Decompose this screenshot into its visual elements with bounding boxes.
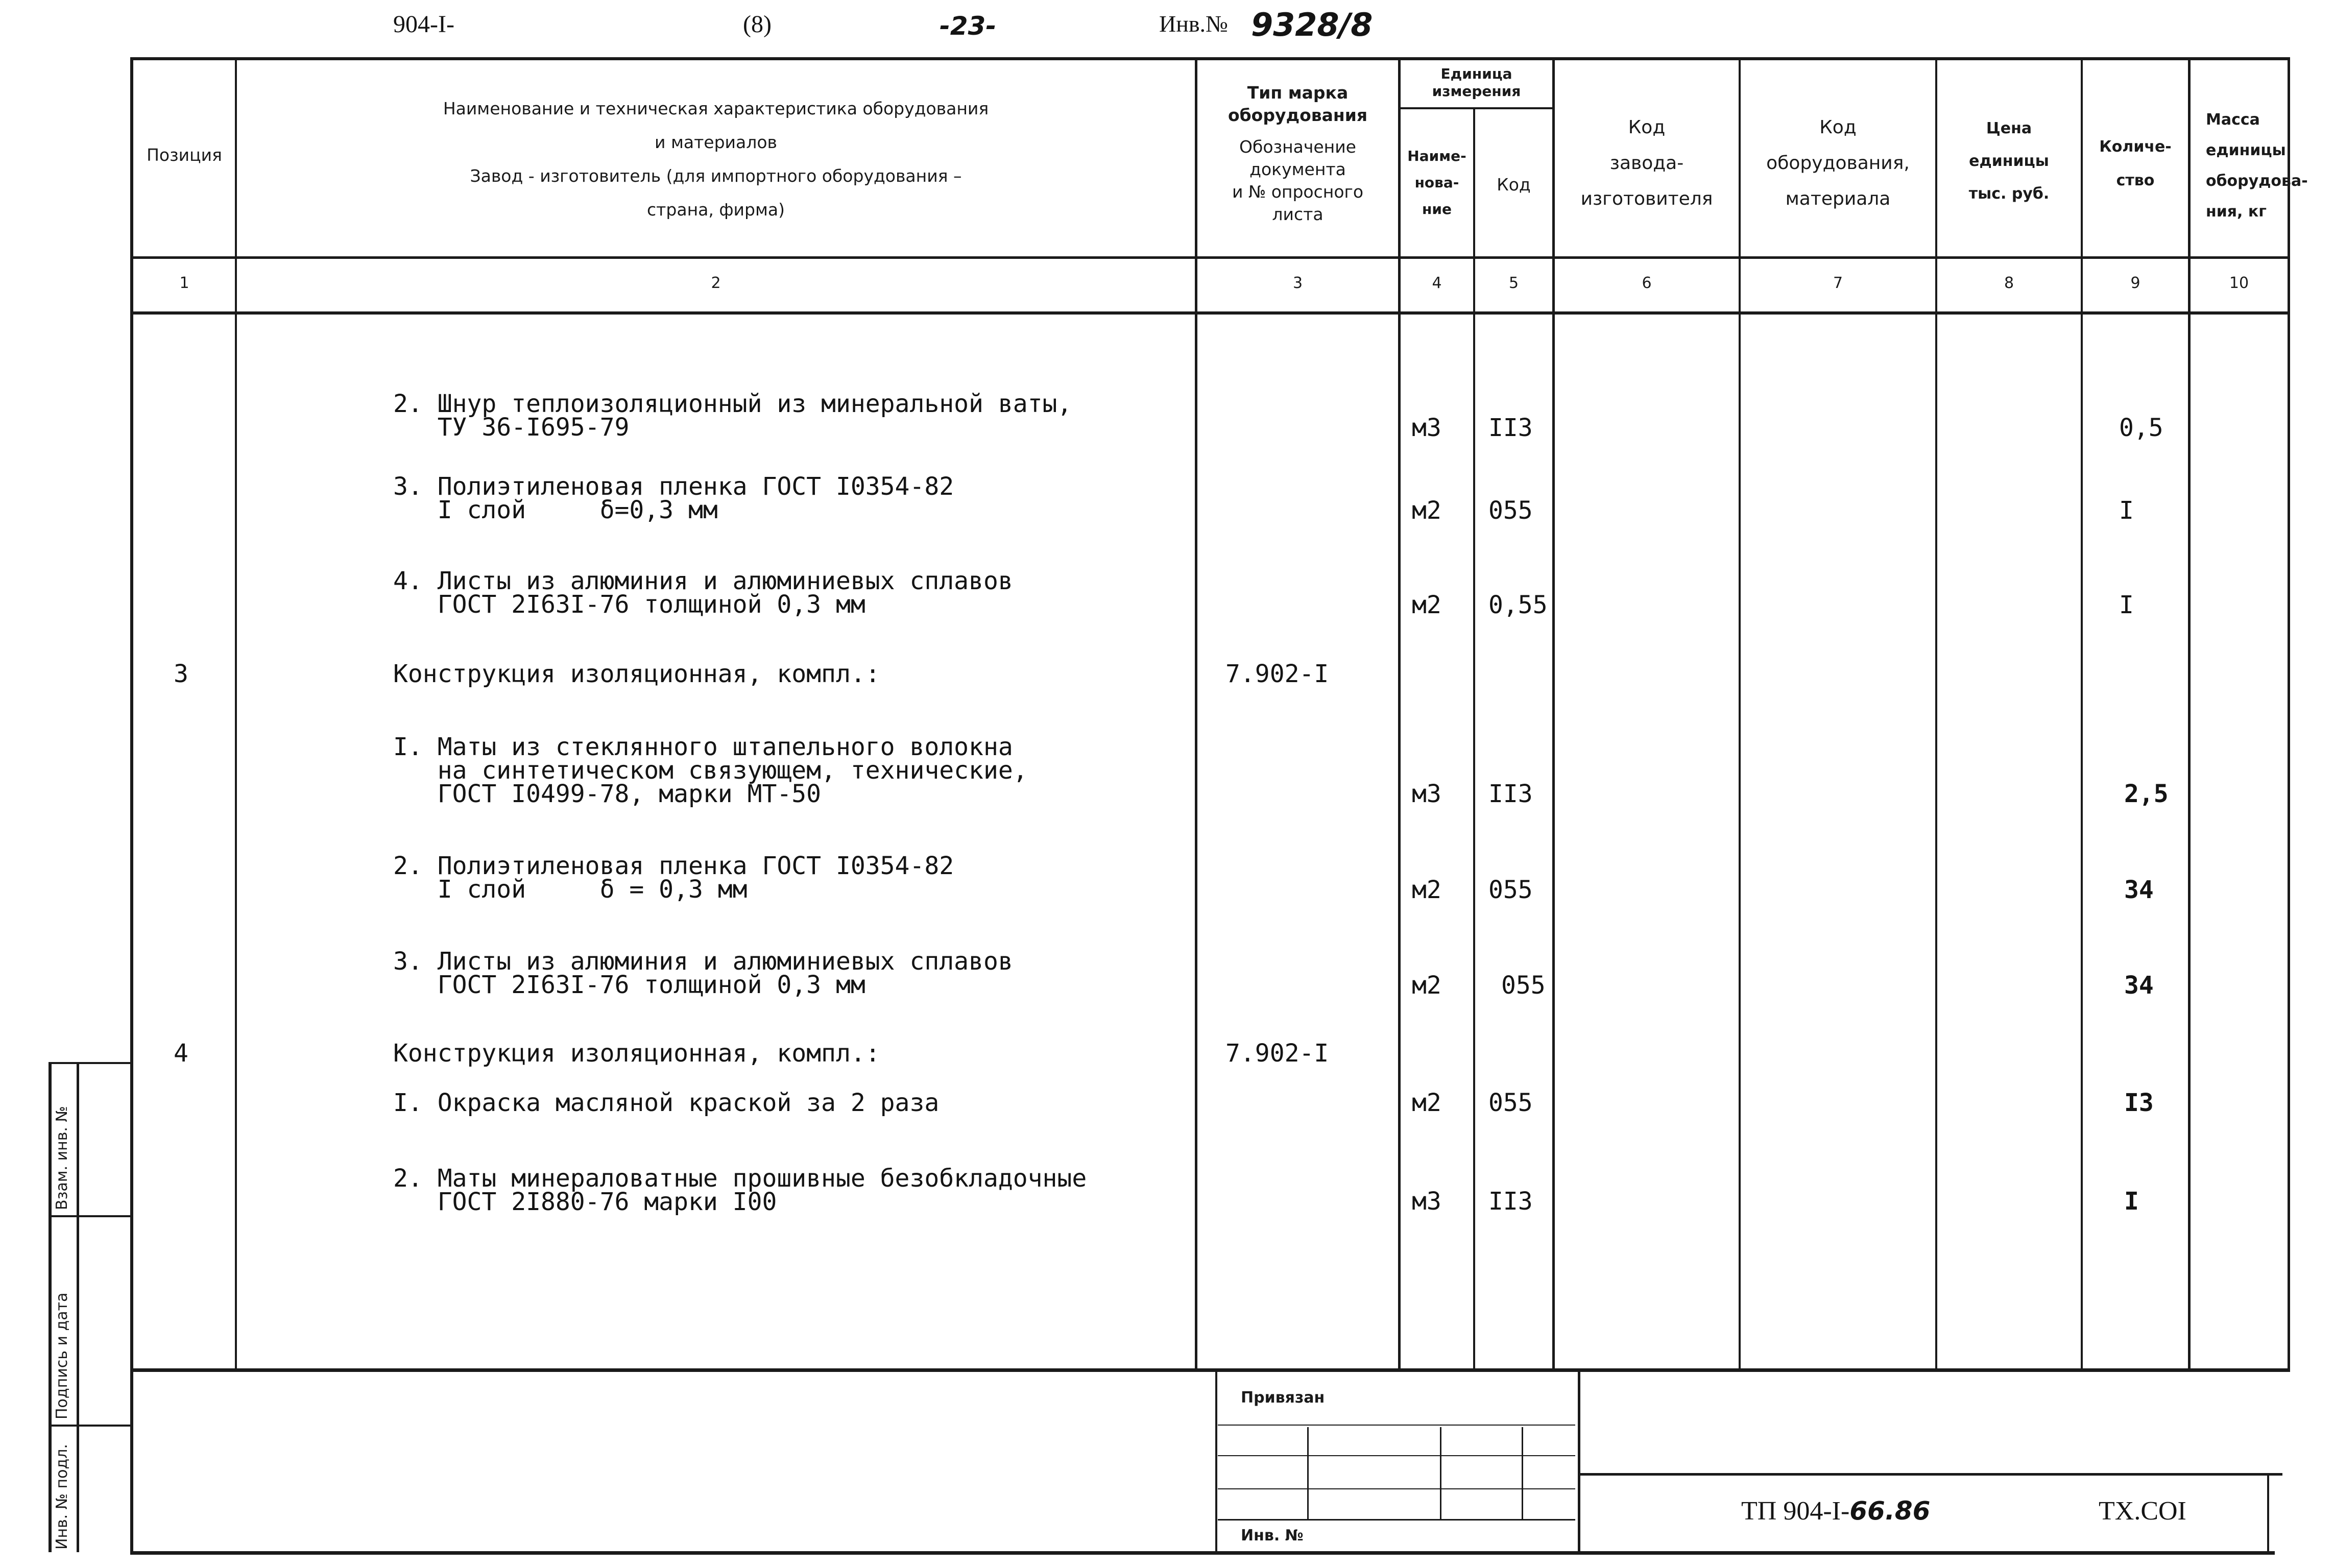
- item-unit: м2: [1412, 591, 1441, 619]
- col-header-name: Наименование и техническая характеристика оборудования и материалов Завод - изготовитель (для импортного оборудования – страна, фирма): [443, 99, 989, 220]
- inv-number: 9328/8: [1251, 6, 1373, 43]
- col-header-unit-group: Единица измерения: [1432, 65, 1521, 100]
- item-quantity: I3: [2124, 1089, 2154, 1117]
- item-name: Конструкция изоляционная, компл.:: [393, 1039, 880, 1068]
- item-name: 4. Листы из алюминия и алюминиевых сплавов ГОСТ 2I63I-76 толщиной 0,3 мм: [393, 567, 1013, 619]
- item-document: 7.902-I: [1225, 1039, 1329, 1068]
- item-name: 3. Полиэтиленовая пленка ГОСТ I0354-82 I слой δ=0,3 мм: [393, 472, 954, 524]
- inv-label: Инв.№: [1159, 11, 1228, 37]
- item-quantity: I: [2119, 591, 2134, 619]
- col-header-mass: Масса единицы оборудова- ния, кг: [2206, 111, 2308, 221]
- item-code: 055: [1488, 876, 1533, 904]
- item-code: 0,55: [1488, 591, 1548, 619]
- item-unit: м2: [1412, 971, 1441, 1000]
- item-name: Конструкция изоляционная, компл.:: [393, 660, 880, 688]
- item-code: II3: [1488, 1187, 1533, 1216]
- col-header-factory-code: Код завода- изготовителя: [1580, 117, 1713, 209]
- item-name: 2. Маты минераловатные прошивные безобкладочные ГОСТ 2I880-76 марки I00: [393, 1164, 1087, 1216]
- col-header-unit-name: Наиме- нова- ние: [1407, 148, 1466, 218]
- col-number-10: 10: [2229, 274, 2249, 292]
- item-position: 4: [174, 1039, 188, 1068]
- col-number-4: 4: [1432, 274, 1442, 292]
- item-code: 055: [1501, 971, 1546, 1000]
- col-number-3: 3: [1292, 274, 1303, 292]
- item-unit: м3: [1412, 1187, 1441, 1216]
- col-header-type: Тип марка оборудования Обозначение документа и № опросного листа: [1228, 83, 1368, 224]
- item-quantity: 2,5: [2124, 780, 2169, 808]
- item-document: 7.902-I: [1225, 660, 1329, 688]
- item-unit: м2: [1412, 496, 1441, 525]
- col-number-7: 7: [1833, 274, 1843, 292]
- side-replace-inv: Взам. инв. №: [53, 1106, 71, 1210]
- col-header-position: Позиция: [147, 145, 222, 165]
- col-number-5: 5: [1508, 274, 1519, 292]
- col-number-2: 2: [711, 274, 721, 292]
- item-unit: м2: [1412, 1089, 1441, 1117]
- item-code: 055: [1488, 1089, 1533, 1117]
- col-header-quantity: Количе- ство: [2099, 138, 2172, 189]
- col-header-unit-code: Код: [1497, 175, 1531, 195]
- col-number-8: 8: [2004, 274, 2014, 292]
- item-position: 3: [174, 660, 188, 688]
- part-number: (8): [743, 11, 772, 38]
- stamp-document-code: ТП 904-I-66.86: [1741, 1496, 1931, 1526]
- item-quantity: 34: [2124, 971, 2154, 1000]
- item-name: I. Окраска масляной краской за 2 раза: [393, 1089, 940, 1117]
- item-name: 2. Шнур теплоизоляционный из минеральной ваты, ТУ 36-I695-79: [393, 390, 1072, 442]
- item-quantity: I: [2124, 1187, 2139, 1216]
- item-quantity: 0,5: [2119, 414, 2163, 442]
- item-code: II3: [1488, 780, 1533, 808]
- item-name: 3. Листы из алюминия и алюминиевых сплавов ГОСТ 2I63I-76 толщиной 0,3 мм: [393, 947, 1013, 999]
- page-number: -23-: [940, 11, 997, 41]
- stamp-inv-label: Инв. №: [1241, 1527, 1304, 1545]
- side-signature-date: Подпись и дата: [53, 1292, 71, 1419]
- series-number: 904-I-: [393, 11, 454, 38]
- col-number-9: 9: [2130, 274, 2140, 292]
- item-quantity: 34: [2124, 876, 2154, 904]
- item-quantity: I: [2119, 496, 2134, 525]
- item-code: II3: [1488, 414, 1533, 442]
- item-name: I. Маты из стеклянного штапельного волокна на синтетическом связующем, технические, ГОСТ I0499-78, марки МТ-50: [393, 733, 1028, 808]
- col-header-price: Цена единицы тыс. руб.: [1968, 119, 2050, 203]
- item-unit: м3: [1412, 780, 1441, 808]
- col-number-1: 1: [179, 274, 189, 292]
- item-unit: м3: [1412, 414, 1441, 442]
- stamp-bound-label: Привязан: [1241, 1389, 1325, 1407]
- side-original-inv: Инв. № подл.: [53, 1444, 71, 1550]
- item-code: 055: [1488, 496, 1533, 525]
- col-number-6: 6: [1642, 274, 1652, 292]
- stamp-sheet-code: ТХ.СОI: [2099, 1497, 2186, 1526]
- col-header-equipment-code: Код оборудования, материала: [1766, 117, 1910, 209]
- item-name: 2. Полиэтиленовая пленка ГОСТ I0354-82 I слой δ = 0,3 мм: [393, 852, 954, 904]
- item-unit: м2: [1412, 876, 1441, 904]
